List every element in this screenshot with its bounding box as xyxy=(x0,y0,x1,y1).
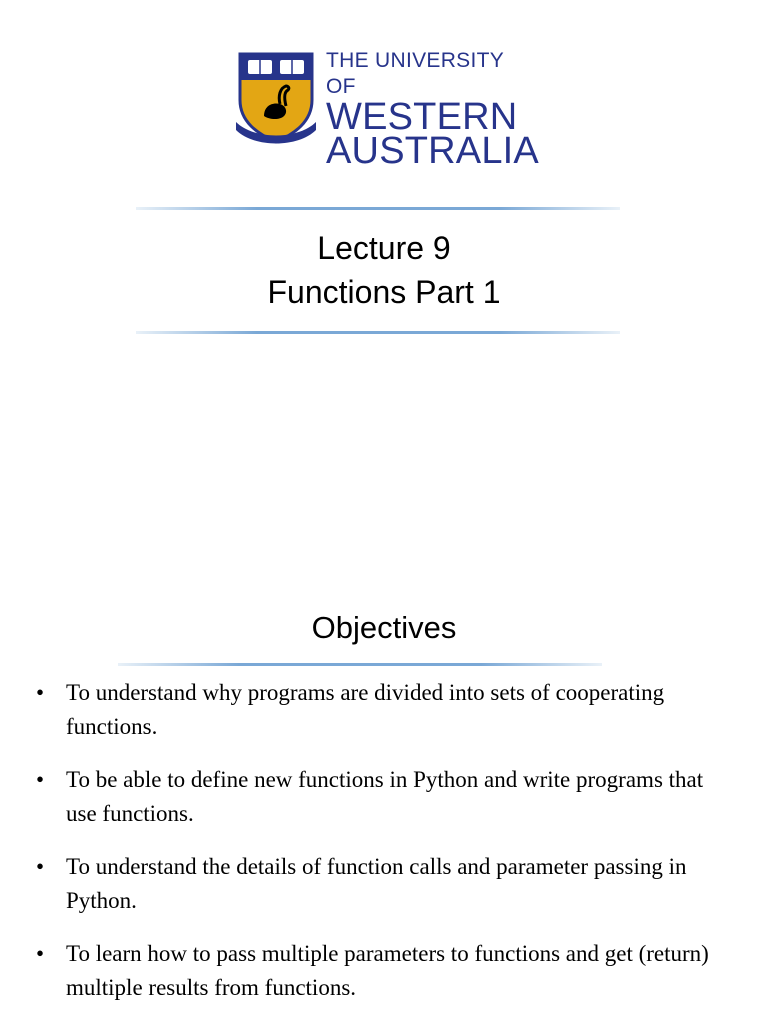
slide-title xyxy=(0,226,768,314)
bullet-icon: • xyxy=(36,854,45,879)
objectives-rule xyxy=(118,663,602,666)
university-wordmark xyxy=(326,48,539,172)
title-line-1: Lecture 9 xyxy=(317,230,451,266)
bullet-icon: • xyxy=(36,680,45,705)
list-item xyxy=(36,676,736,744)
bullet-icon: • xyxy=(36,767,45,792)
bullet-icon: • xyxy=(36,941,45,966)
objectives-list xyxy=(36,676,736,1024)
objectives-heading: Objectives xyxy=(311,610,457,645)
list-item-text: To learn how to pass multiple parameters to functions and get (return) multiple results from functions. xyxy=(66,941,709,1000)
list-item-text: To be able to define new functions in Python and write programs that use functions. xyxy=(66,767,704,826)
title-rule-bottom xyxy=(136,331,620,334)
list-item xyxy=(36,937,736,1005)
wordmark-line-1: THE UNIVERSITY OF xyxy=(326,49,504,98)
wordmark-line-3: AUSTRALIA xyxy=(326,130,539,172)
list-item xyxy=(36,763,736,831)
list-item-text: To understand the details of function calls and parameter passing in Python. xyxy=(66,854,687,913)
list-item-text: To understand why programs are divided into sets of cooperating functions. xyxy=(66,680,665,739)
university-crest-icon xyxy=(234,50,318,144)
list-item xyxy=(36,850,736,918)
wordmark-line-2: WESTERN xyxy=(326,96,518,138)
university-logo xyxy=(234,48,539,172)
title-rule-top xyxy=(136,207,620,210)
title-line-2: Functions Part 1 xyxy=(267,274,501,310)
